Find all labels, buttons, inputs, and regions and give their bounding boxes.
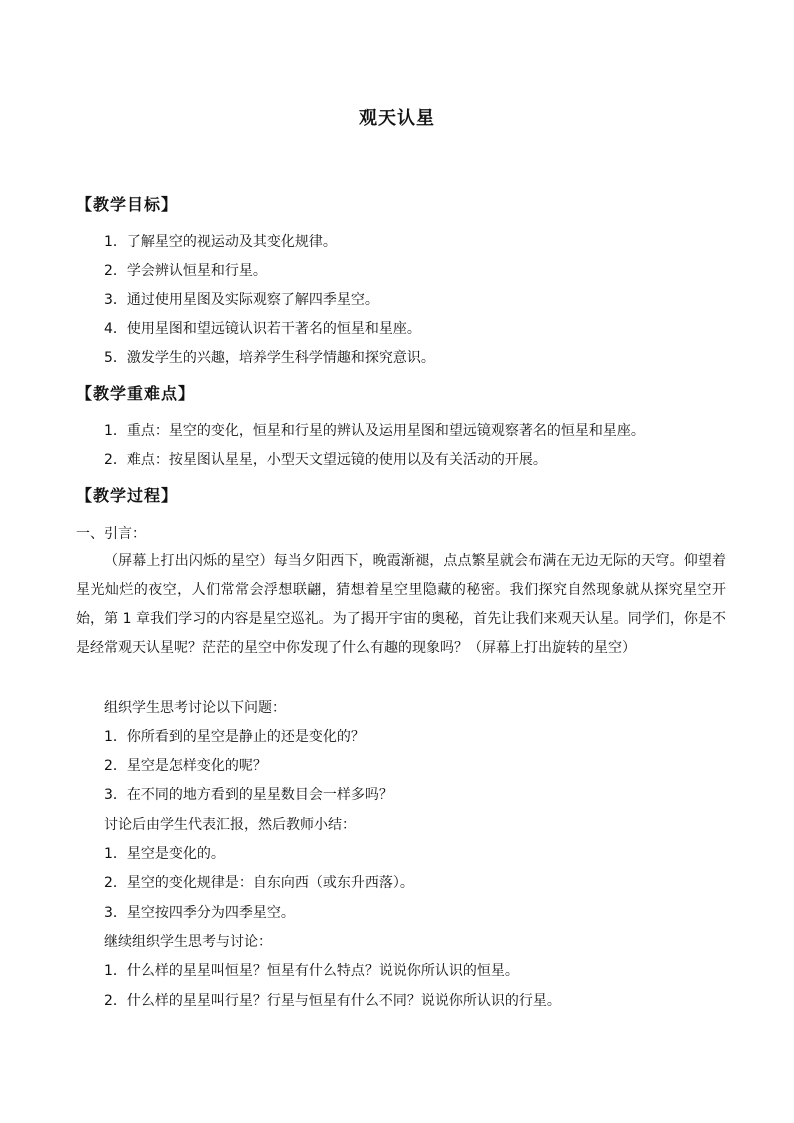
list-item: 2．难点：按星图认星星，小型天文望远镜的使用以及有关活动的开展。	[104, 452, 547, 468]
section-heading-goals: 【教学目标】	[76, 195, 179, 214]
list-item: 2．学会辨认恒星和行星。	[104, 263, 267, 279]
list-item: 4．使用星图和望远镜认识若干著名的恒星和星座。	[104, 321, 421, 337]
list-item: 2．星空是怎样变化的呢？	[104, 758, 267, 774]
discussion-intro: 组织学生思考讨论以下问题：	[104, 700, 286, 716]
list-item: 3．通过使用星图及实际观察了解四季星空。	[104, 292, 379, 308]
intro-paragraph: （屏幕上打出闪烁的星空）每当夕阳西下，晚霞渐褪，点点繁星就会布满在无边无际的天穹。仰望着星光灿烂的夜空，人们常常会浮想联翩，猜想着星空里隐藏的秘密。我们探究自然现象就从探究星空开始，第 1 章我们学习的内容是星空巡礼。为了揭开宇宙的奥秘，首先让我们来观天认星。同学们，你是不是经常观天认星呢？茫茫的星空中你发现了什么有趣的现象吗？（屏幕上打出旋转的星空）	[76, 553, 726, 656]
discussion-intro: 继续组织学生思考与讨论：	[104, 934, 272, 950]
list-item: 3．星空按四季分为四季星空。	[104, 905, 295, 921]
list-item: 1．重点：星空的变化，恒星和行星的辨认及运用星图和望远镜观察著名的恒星和星座。	[104, 423, 645, 439]
list-item: 2．什么样的星星叫行星？行星与恒星有什么不同？说说你所认识的行星。	[104, 993, 561, 1009]
list-item: 5．激发学生的兴趣，培养学生科学情趣和探究意识。	[104, 350, 435, 366]
list-item: 1．什么样的星星叫恒星？恒星有什么特点？说说你所认识的恒星。	[104, 963, 519, 979]
summary-intro: 讨论后由学生代表汇报，然后教师小结：	[104, 817, 356, 833]
section-heading-key-points: 【教学重难点】	[76, 384, 196, 403]
list-item: 1．了解星空的视运动及其变化规律。	[104, 234, 337, 250]
list-item: 1．星空是变化的。	[104, 846, 225, 862]
intro-label: 一、引言：	[76, 526, 146, 542]
page-title: 观天认星	[359, 108, 435, 129]
list-item: 1．你所看到的星空是静止的还是变化的？	[104, 729, 365, 745]
list-item: 3．在不同的地方看到的星星数目会一样多吗？	[104, 787, 393, 803]
section-heading-process: 【教学过程】	[76, 486, 179, 505]
list-item: 2．星空的变化规律是：自东向西（或东升西落）。	[104, 875, 414, 891]
